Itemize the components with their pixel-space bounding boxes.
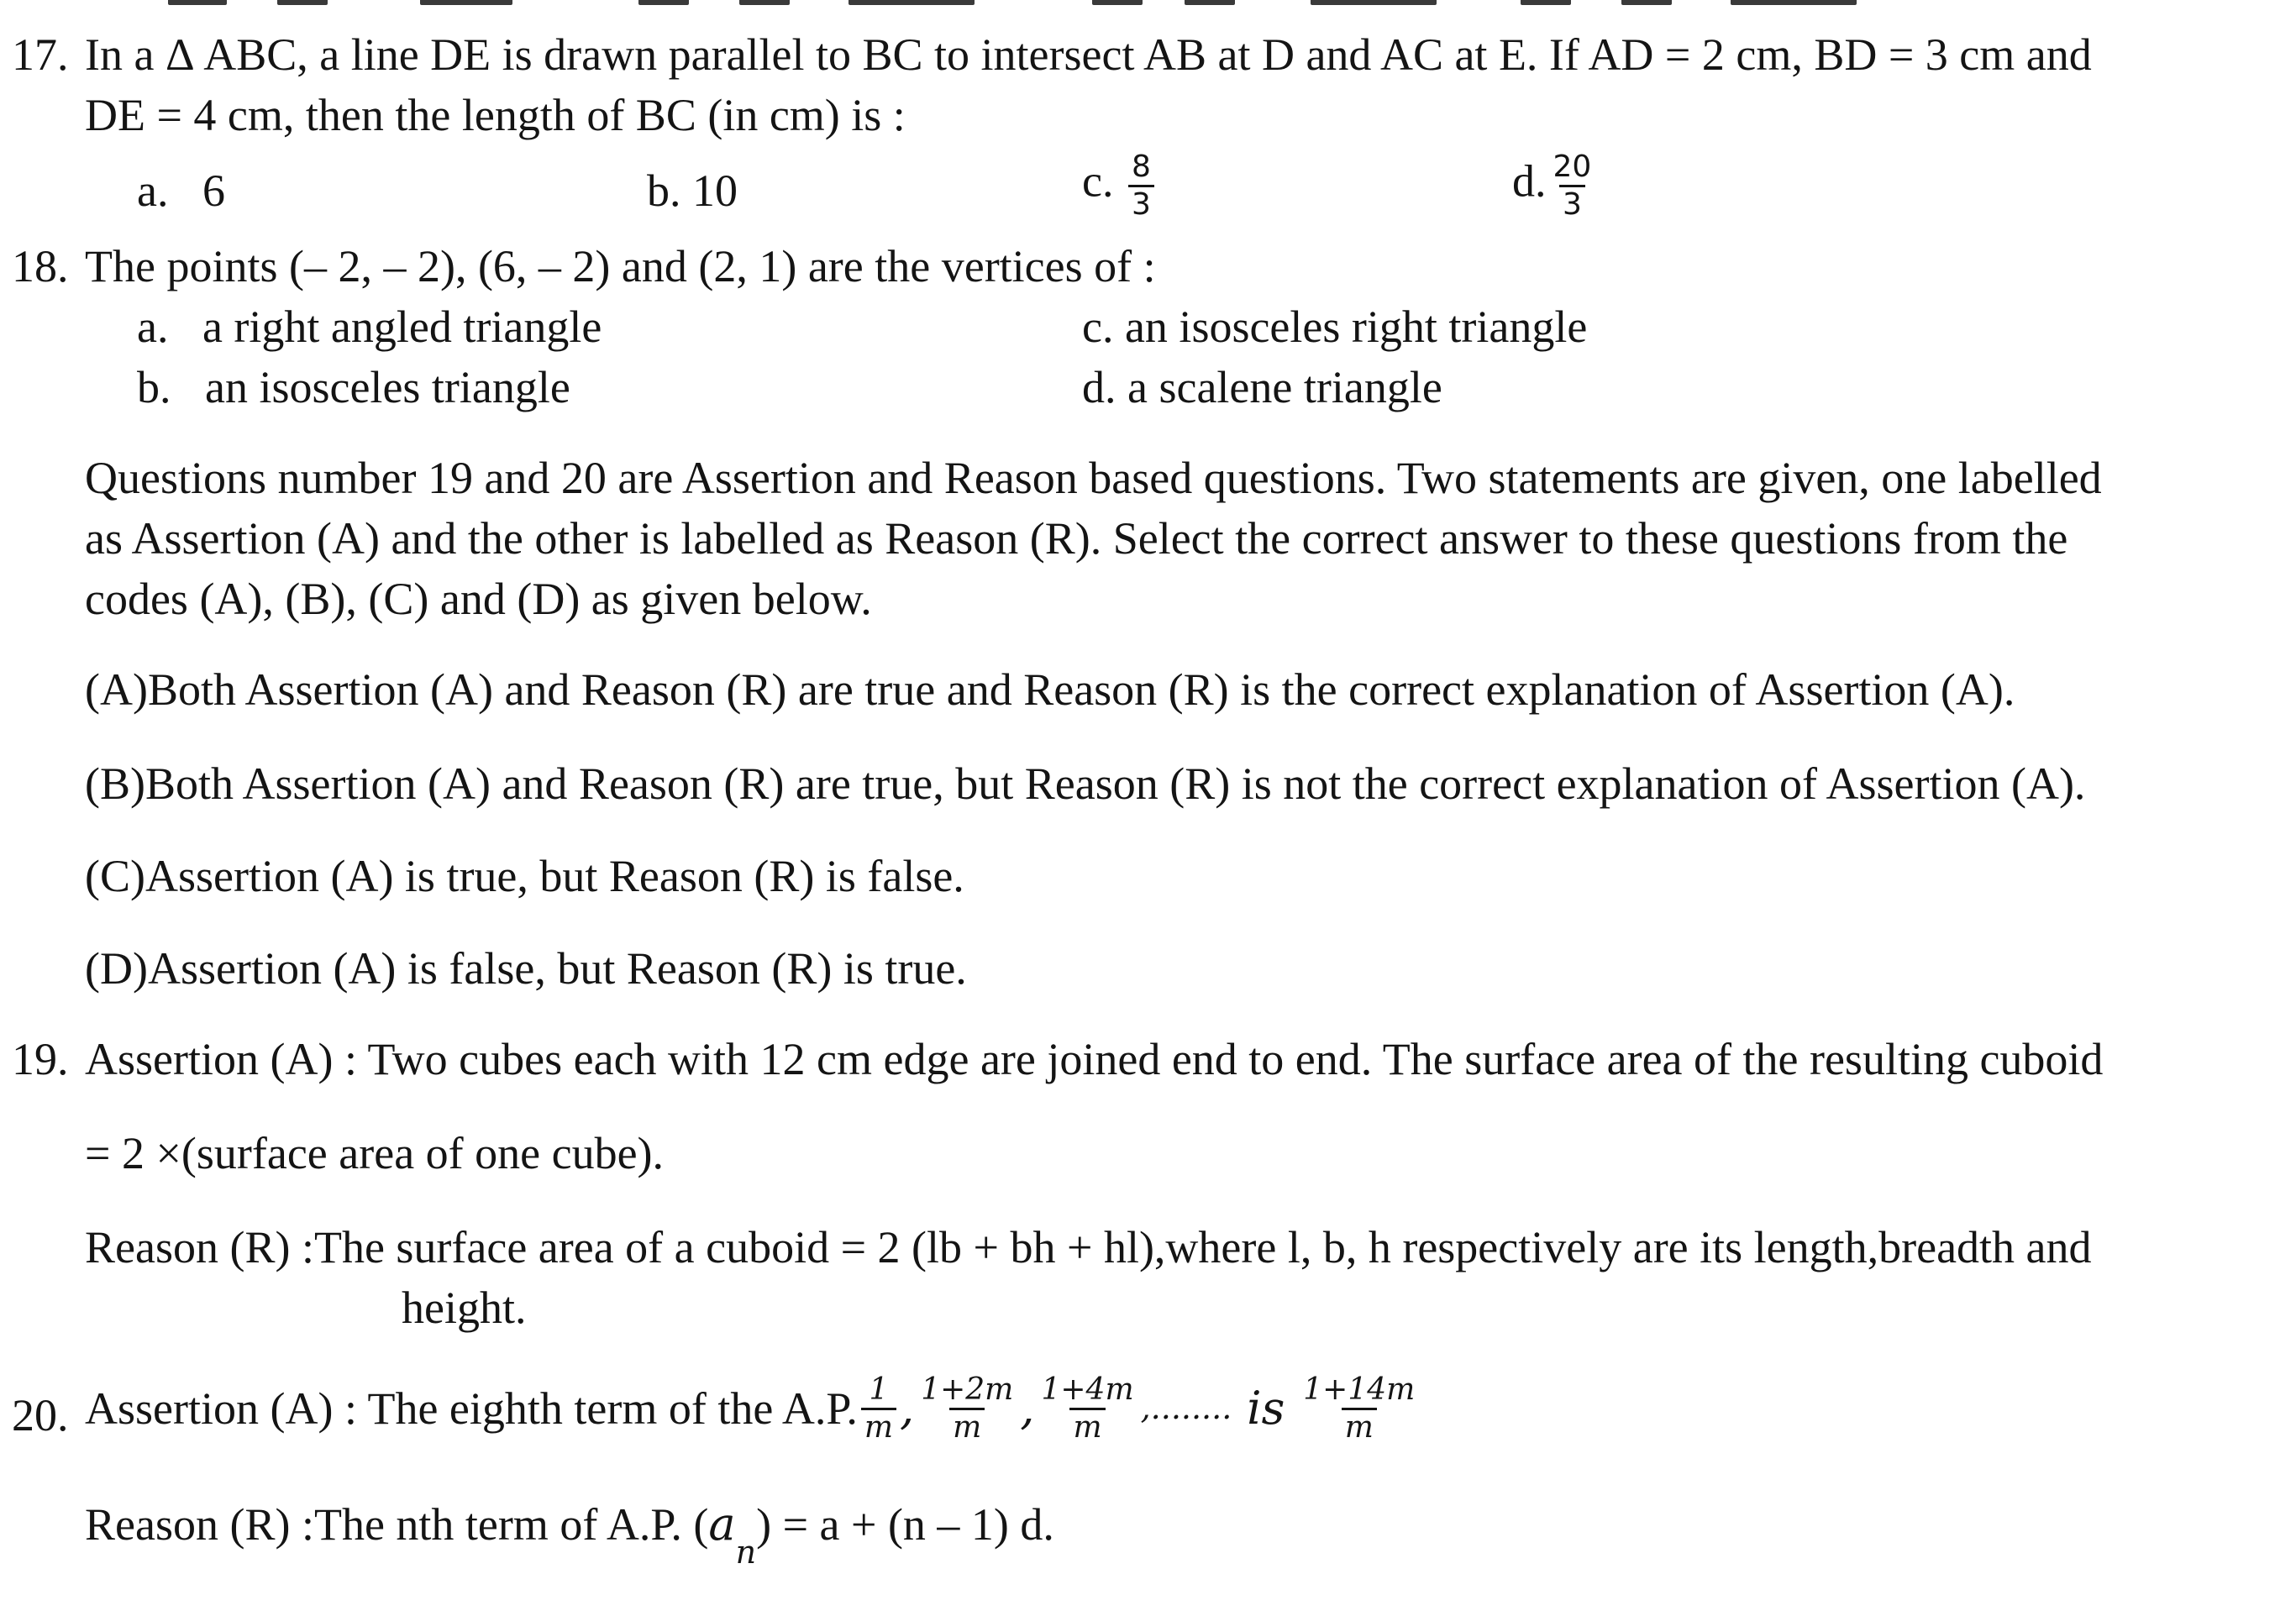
q18-option-b: b. an isosceles triangle <box>137 362 570 412</box>
code-b: (B)Both Assertion (A) and Reason (R) are true, but Reason (R) is not the correct explanation of Assertion (A). <box>85 758 2086 809</box>
q19-reason-line1: Reason (R) :The surface area of a cuboid = 2 (lb + bh + hl),where l, b, h respectively are its length,breadth and <box>85 1222 2092 1272</box>
q18-option-d: d. a scalene triangle <box>1082 362 1442 412</box>
q17-text-line1: In a Δ ABC, a line DE is drawn parallel to BC to intersect AB at D and AC at E. If AD = 2 cm, BD = 3 cm and <box>85 29 2092 80</box>
q17-option-c-fraction: $\frac{8}{3}$ <box>1128 151 1154 221</box>
q19-number: 19. <box>12 1034 69 1084</box>
instructions-line2: as Assertion (A) and the other is labelled as Reason (R). Select the correct answer to these questions from the <box>85 513 2068 564</box>
q17-option-d-fraction: $\frac{20}{3}$ <box>1553 150 1592 222</box>
code-c: (C)Assertion (A) is true, but Reason (R) is false. <box>85 851 964 901</box>
q17-number: 17. <box>12 29 69 80</box>
q20-term1-fraction: $\frac{1}{m}$ <box>861 1374 896 1444</box>
q20-is-word: is <box>1247 1382 1285 1435</box>
q17-option-b: b. 10 <box>647 165 738 216</box>
q18-number: 18. <box>12 241 69 291</box>
q17-option-c: c. $\frac{8}{3}$ <box>1082 151 1158 221</box>
q20-reason: Reason (R) :The nth term of A.P. $(a_n) = a + (n - 1)$ d. <box>85 1498 1054 1571</box>
q17-option-d: d. $\frac{20}{3}$ <box>1512 151 1598 221</box>
clipped-previous-line <box>0 0 2296 8</box>
q19-reason-line2: height. <box>402 1283 527 1333</box>
code-d: (D)Assertion (A) is false, but Reason (R) is true. <box>85 943 967 994</box>
q18-text: The points (– 2, – 2), (6, – 2) and (2, 1) are the vertices of : <box>85 241 1156 291</box>
q20-term3-fraction: $\frac{1+4m}{m}$ <box>1041 1372 1134 1445</box>
q17-text-line2: DE = 4 cm, then the length of BC (in cm) is : <box>85 90 906 140</box>
q20-assertion-prefix: Assertion (A) : The eighth term of the A.P. <box>85 1383 858 1435</box>
q19-assertion-line2: = 2 ×(surface area of one cube). <box>85 1128 665 1178</box>
instructions-line1: Questions number 19 and 20 are Assertion and Reason based questions. Two statements are given, one labelled <box>85 453 2102 503</box>
q20-number: 20. <box>12 1390 69 1440</box>
q20-term2-fraction: $\frac{1+2m}{m}$ <box>921 1372 1014 1445</box>
q17-option-a: a. 6 <box>137 165 225 216</box>
q20-assertion: Assertion (A) : The eighth term of the A.P. $\frac{1}{m}$ , $\frac{1+2m}{m}$ , $\frac{1+4m}{m}$ ,........ is $\frac{1+14m}{m}$ <box>85 1374 1421 1444</box>
q19-assertion-line1: Assertion (A) : Two cubes each with 12 cm edge are joined end to end. The surface area of the resulting cuboid <box>85 1034 2104 1084</box>
q20-answer-fraction: $\frac{1+14m}{m}$ <box>1303 1372 1416 1445</box>
instructions-line3: codes (A), (B), (C) and (D) as given below. <box>85 574 872 624</box>
code-a: (A)Both Assertion (A) and Reason (R) are true and Reason (R) is the correct explanation of Assertion (A). <box>85 664 2015 715</box>
q20-reason-variable-a: a <box>708 1498 736 1550</box>
q18-option-c: c. an isosceles right triangle <box>1082 302 1588 352</box>
q18-option-a: a. a right angled triangle <box>137 302 602 352</box>
q20-reason-subscript-n: n <box>735 1534 757 1571</box>
